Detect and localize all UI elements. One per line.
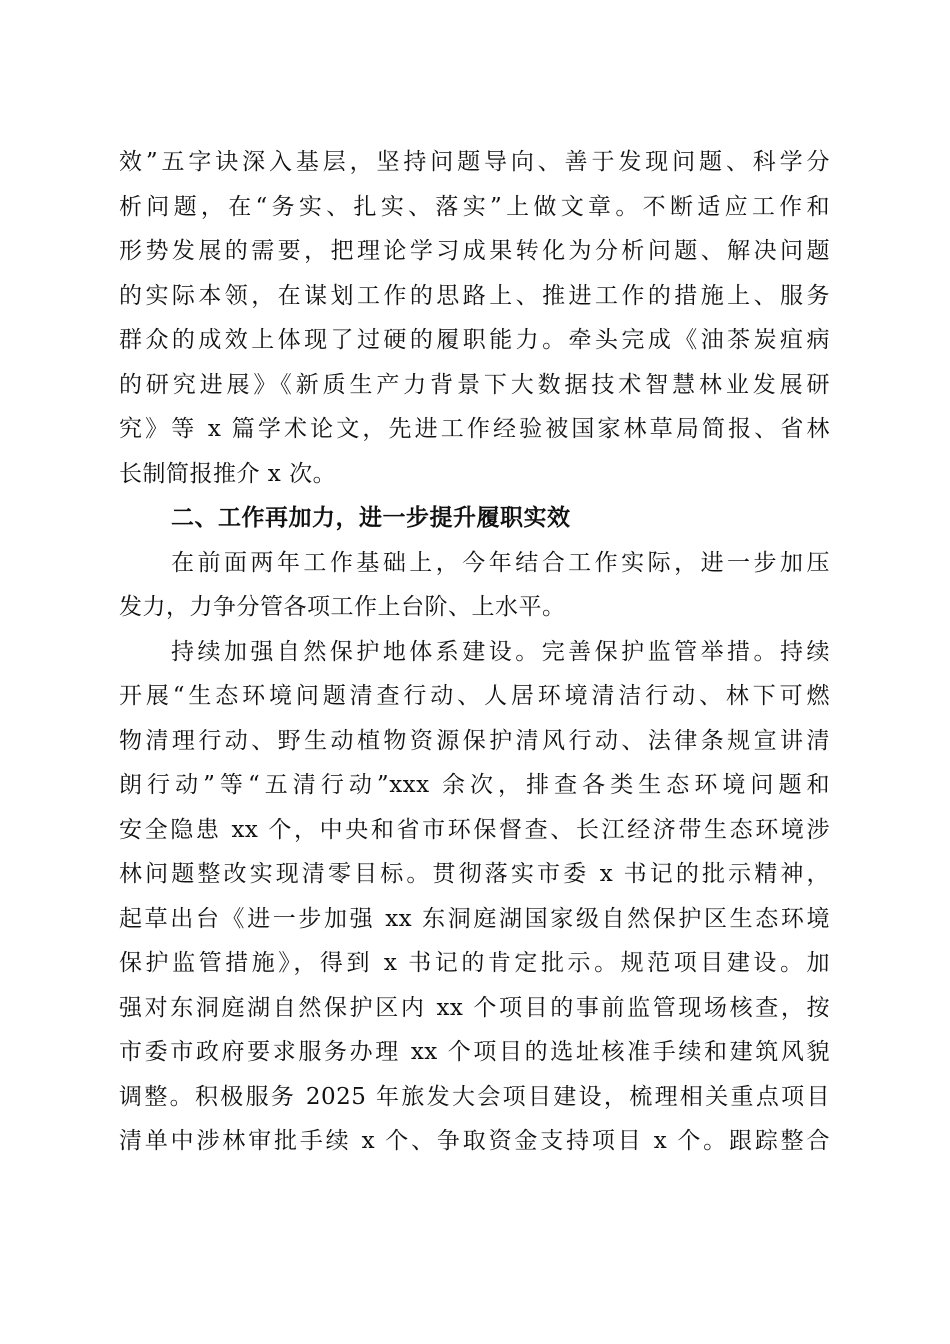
text-line: 清单中涉林审批手续 x 个、争取资金支持项目 x 个。跟踪整合 xyxy=(119,1128,830,1154)
paragraph-intro xyxy=(119,541,830,630)
text-line: 群众的成效上体现了过硬的履职能力。牵头完成《油茶炭疽病 xyxy=(119,327,830,353)
text-line: 发力，力争分管各项工作上台阶、上水平。 xyxy=(119,594,566,620)
text-line: 形势发展的需要，把理论学习成果转化为分析问题、解决问题 xyxy=(119,238,830,264)
text-line: 保护监管措施》，得到 x 书记的肯定批示。规范项目建设。加 xyxy=(119,950,830,976)
text-line: 的实际本领，在谋划工作的思路上、推进工作的措施上、服务 xyxy=(119,282,830,309)
document-body xyxy=(119,140,830,1164)
text-line: 开展“生态环境问题清查行动、人居环境清洁行动、林下可燃 xyxy=(119,683,830,709)
text-line: 析问题，在“务实、扎实、落实”上做文章。不断适应工作和 xyxy=(119,193,830,220)
text-line: 林问题整改实现清零目标。贯彻落实市委 x 书记的批示精神， xyxy=(119,861,830,887)
text-line: 效”五字诀深入基层，坚持问题导向、善于发现问题、科学分 xyxy=(119,149,830,175)
text-line: 安全隐患 xx 个，中央和省市环保督查、长江经济带生态环境涉 xyxy=(119,816,830,843)
paragraph-performance-ability xyxy=(119,140,830,496)
text-line: 长制简报推介 x 次。 xyxy=(119,460,337,487)
text-line: 在前面两年工作基础上，今年结合工作实际，进一步加压 xyxy=(171,549,830,576)
text-line: 朗行动”等“五清行动”xxx 余次，排查各类生态环境问题和 xyxy=(119,772,830,798)
text-line: 强对东洞庭湖自然保护区内 xx 个项目的事前监管现场核查，按 xyxy=(119,994,830,1021)
text-line: 持续加强自然保护地体系建设。完善保护监管举措。持续 xyxy=(171,638,830,665)
text-line: 市委市政府要求服务办理 xx 个项目的选址核准手续和建筑风貌 xyxy=(119,1039,830,1065)
section-heading-text: 二、工作再加力，进一步提升履职实效 xyxy=(171,505,571,531)
text-line: 究》等 x 篇学术论文，先进工作经验被国家林草局简报、省林 xyxy=(119,416,830,442)
section-heading xyxy=(119,496,830,541)
paragraph-nature-reserve xyxy=(119,630,830,1164)
text-line: 调整。积极服务 2025 年旅发大会项目建设，梳理相关重点项目 xyxy=(119,1083,830,1110)
text-line: 起草出台《进一步加强 xx 东洞庭湖国家级自然保护区生态环境 xyxy=(119,905,830,932)
text-line: 物清理行动、野生动植物资源保护清风行动、法律条规宣讲清 xyxy=(119,727,830,754)
text-line: 的研究进展》《新质生产力背景下大数据技术智慧林业发展研 xyxy=(119,371,830,398)
